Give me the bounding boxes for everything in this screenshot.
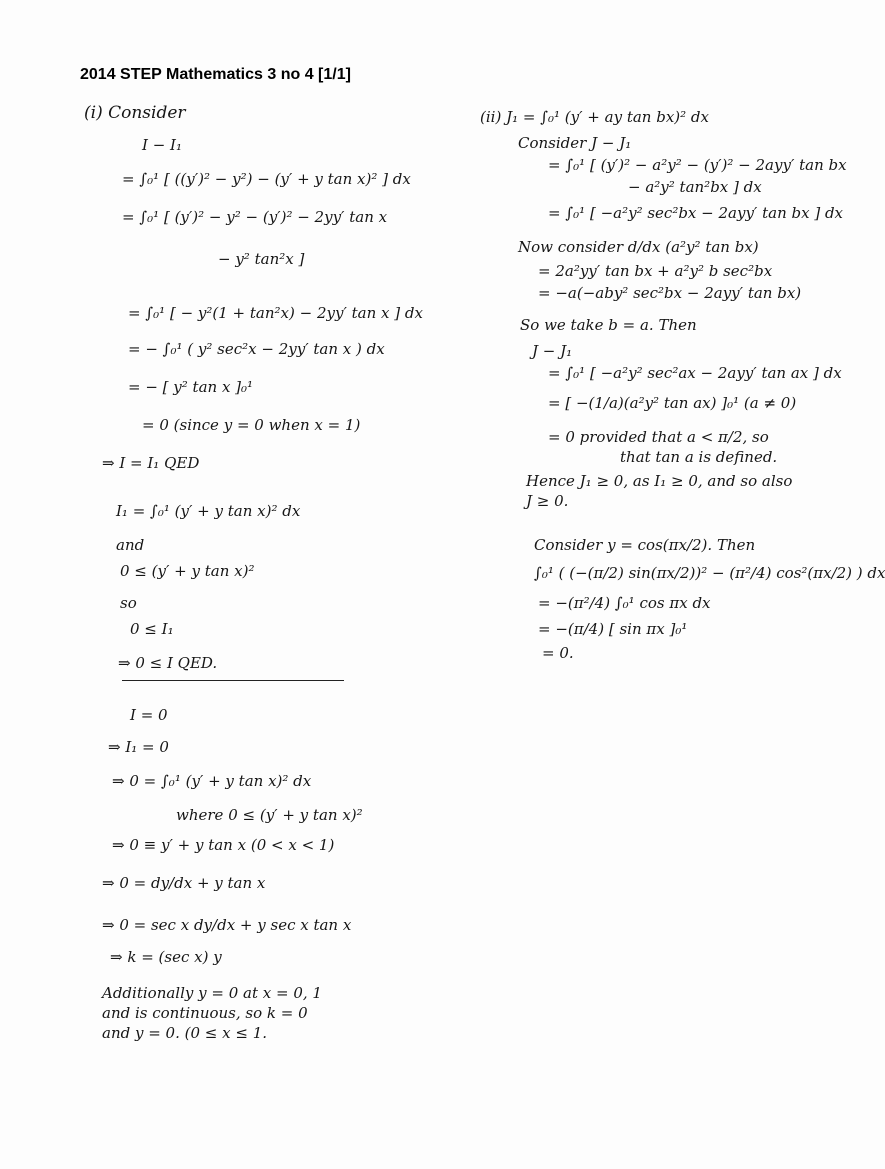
solution-line: = 0 provided that a < π/2, so — [548, 428, 769, 446]
solution-line: ∫₀¹ ( (−(π/2) sin(πx/2))² − (π²/4) cos²(πx/2) ) dx — [534, 564, 885, 582]
solution-line: so — [120, 594, 137, 612]
solution-line: I = 0 — [130, 706, 168, 724]
solution-line: = 0 (since y = 0 when x = 1) — [142, 416, 361, 434]
solution-line: ⇒ k = (sec x) y — [110, 948, 222, 966]
solution-line: J − J₁ — [532, 342, 573, 360]
solution-line: Consider J − J₁ — [518, 134, 632, 152]
solution-line: ⇒ 0 = dy/dx + y tan x — [102, 874, 266, 892]
solution-line: = −(π²/4) ∫₀¹ cos πx dx — [538, 594, 711, 612]
solution-line: = 2a²yy′ tan bx + a²y² b sec²bx — [538, 262, 773, 280]
solution-line: ⇒ 0 = ∫₀¹ (y′ + y tan x)² dx — [112, 772, 312, 790]
solution-line: (i) Consider — [84, 103, 186, 123]
divider-line — [122, 680, 344, 681]
solution-line: − y² tan²x ] — [218, 250, 305, 268]
solution-line: Now consider d/dx (a²y² tan bx) — [518, 238, 759, 256]
solution-line: I − I₁ — [142, 136, 182, 154]
solution-line: = ∫₀¹ [ −a²y² sec²bx − 2ayy′ tan bx ] dx — [548, 204, 844, 222]
solution-line: So we take b = a. Then — [520, 316, 697, 334]
solution-line: that tan a is defined. — [620, 448, 778, 466]
solution-line: = ∫₀¹ [ (y′)² − a²y² − (y′)² − 2ayy′ tan bx — [548, 156, 847, 174]
solution-line: = ∫₀¹ [ (y′)² − y² − (y′)² − 2yy′ tan x — [122, 208, 388, 226]
solution-line: ⇒ I₁ = 0 — [108, 738, 169, 756]
solution-line: ⇒ 0 ≤ I QED. — [118, 654, 218, 672]
solution-line: Consider y = cos(πx/2). Then — [534, 536, 756, 554]
solution-line: − a²y² tan²bx ] dx — [628, 178, 762, 196]
solution-line: = −a(−aby² sec²bx − 2ayy′ tan bx) — [538, 284, 802, 302]
solution-line: = ∫₀¹ [ − y²(1 + tan²x) − 2yy′ tan x ] dx — [128, 304, 423, 322]
solution-line: 0 ≤ I₁ — [130, 620, 174, 638]
solution-line: Hence J₁ ≥ 0, as I₁ ≥ 0, and so also — [526, 472, 793, 490]
solution-line: J ≥ 0. — [526, 492, 569, 510]
solution-line: I₁ = ∫₀¹ (y′ + y tan x)² dx — [116, 502, 301, 520]
solution-line: Additionally y = 0 at x = 0, 1 — [102, 984, 322, 1002]
solution-line: = −(π/4) [ sin πx ]₀¹ — [538, 620, 688, 638]
solution-line: where 0 ≤ (y′ + y tan x)² — [176, 806, 363, 824]
solution-line: = − ∫₀¹ ( y² sec²x − 2yy′ tan x ) dx — [128, 340, 385, 358]
solution-line: and y = 0. (0 ≤ x ≤ 1. — [102, 1024, 268, 1042]
solution-line: ⇒ 0 ≡ y′ + y tan x (0 < x < 1) — [112, 836, 335, 854]
solution-line: = ∫₀¹ [ −a²y² sec²ax − 2ayy′ tan ax ] dx — [548, 364, 842, 382]
page-title: 2014 STEP Mathematics 3 no 4 [1/1] — [80, 66, 351, 83]
solution-line: and is continuous, so k = 0 — [102, 1004, 308, 1022]
solution-line: = 0. — [542, 644, 574, 662]
solution-line: and — [116, 536, 145, 554]
solution-line: = − [ y² tan x ]₀¹ — [128, 378, 254, 396]
solution-line: = [ −(1/a)(a²y² tan ax) ]₀¹ (a ≠ 0) — [548, 394, 797, 412]
solution-line: ⇒ 0 = sec x dy/dx + y sec x tan x — [102, 916, 352, 934]
solution-line: 0 ≤ (y′ + y tan x)² — [120, 562, 255, 580]
solution-line: = ∫₀¹ [ ((y′)² − y²) − (y′ + y tan x)² ] dx — [122, 170, 411, 188]
solution-line: (ii) J₁ = ∫₀¹ (y′ + ay tan bx)² dx — [480, 108, 709, 126]
solution-line: ⇒ I = I₁ QED — [102, 454, 200, 472]
